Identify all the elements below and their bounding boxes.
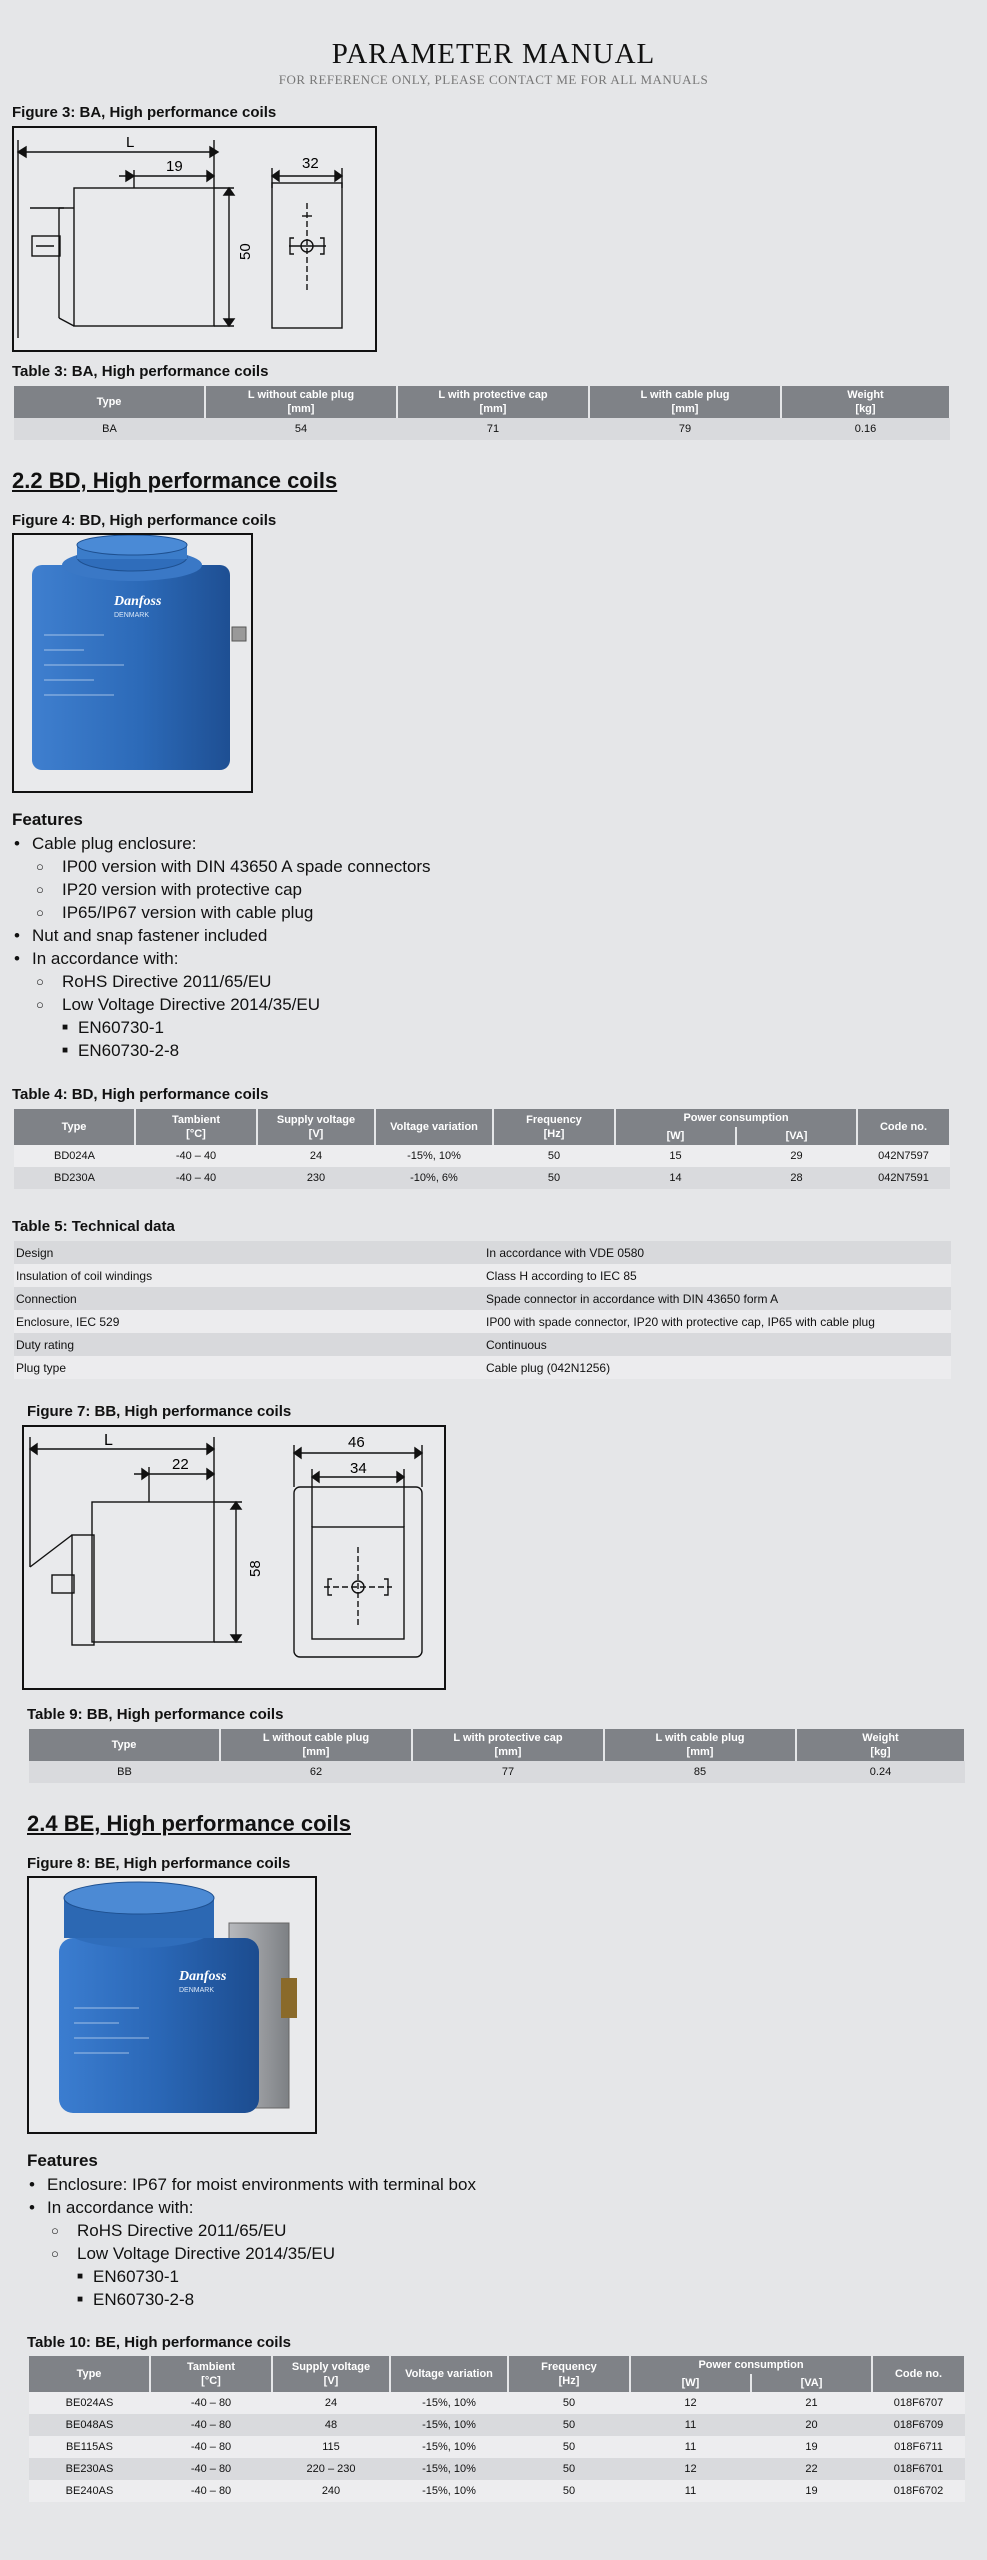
table-row bbox=[29, 2436, 965, 2458]
cell: BE115AS bbox=[29, 2436, 150, 2458]
cell: 0.24 bbox=[796, 1761, 965, 1783]
t9-h-l-cap: L with protective cap [mm] bbox=[412, 1729, 604, 1761]
figure-3-drawing bbox=[12, 126, 377, 352]
features-2-heading: Features bbox=[27, 2151, 98, 2170]
cell: BE024AS bbox=[29, 2392, 150, 2414]
t4-h-freq: Frequency [Hz] bbox=[493, 1109, 615, 1145]
cell: -40 – 80 bbox=[150, 2414, 272, 2436]
table-row bbox=[29, 1761, 965, 1783]
table-10-caption: Table 10: BE, High performance coils bbox=[27, 2334, 291, 2351]
list-item: ○ IP65/IP67 version with cable plug bbox=[36, 903, 314, 922]
dim-50: 50 bbox=[237, 243, 254, 260]
table-4-caption: Table 4: BD, High performance coils bbox=[12, 1086, 269, 1103]
cell: 11 bbox=[630, 2436, 751, 2458]
cell: -15%, 10% bbox=[390, 2458, 508, 2480]
list-item: ○ Low Voltage Directive 2014/35/EU bbox=[36, 995, 320, 1014]
figure-7-drawing bbox=[22, 1425, 446, 1690]
t10-h-type: Type bbox=[29, 2356, 150, 2392]
cell: Connection bbox=[16, 1291, 77, 1306]
features-1-list bbox=[12, 832, 912, 1062]
cell: 018F6702 bbox=[872, 2480, 965, 2502]
t9-h-l-no-plug: L without cable plug [mm] bbox=[220, 1729, 412, 1761]
cell: -15%, 10% bbox=[390, 2436, 508, 2458]
table-5 bbox=[14, 1241, 951, 1379]
cell: 24 bbox=[272, 2392, 390, 2414]
bd-coil-photo bbox=[14, 535, 251, 791]
dim-58: 58 bbox=[247, 1560, 264, 1577]
cell: -15%, 10% bbox=[390, 2392, 508, 2414]
brand-sub: DENMARK bbox=[114, 612, 150, 619]
t4-h-code: Code no. bbox=[857, 1109, 950, 1145]
table-row bbox=[14, 1333, 951, 1356]
t3-h-l-no-plug: L without cable plug [mm] bbox=[205, 386, 397, 418]
cell: 042N7597 bbox=[857, 1145, 950, 1167]
list-item: ■ EN60730-1 bbox=[77, 2267, 180, 2286]
cell: 230 bbox=[257, 1167, 375, 1189]
t3-h-l-cap: L with protective cap [mm] bbox=[397, 386, 589, 418]
list-item: • In accordance with: bbox=[29, 2198, 194, 2217]
cell: BB bbox=[29, 1761, 220, 1783]
cell: 50 bbox=[508, 2414, 630, 2436]
table-9-caption: Table 9: BB, High performance coils bbox=[27, 1706, 284, 1723]
cell: 042N7591 bbox=[857, 1167, 950, 1189]
cell: BE048AS bbox=[29, 2414, 150, 2436]
cell: Design bbox=[16, 1245, 54, 1260]
t9-h-l-plug: L with cable plug [mm] bbox=[604, 1729, 796, 1761]
cell: 19 bbox=[751, 2480, 872, 2502]
dim-46: 46 bbox=[348, 1434, 365, 1451]
table-row bbox=[14, 1356, 951, 1379]
list-item: • Cable plug enclosure: bbox=[14, 834, 197, 853]
cell: 20 bbox=[751, 2414, 872, 2436]
t10-h-code: Code no. bbox=[872, 2356, 965, 2392]
page-title: PARAMETER MANUAL bbox=[331, 38, 656, 70]
cell: 115 bbox=[272, 2436, 390, 2458]
cell: Class H according to IEC 85 bbox=[486, 1268, 637, 1283]
table-4 bbox=[14, 1109, 951, 1189]
brand-sub: DENMARK bbox=[179, 1987, 215, 1994]
cell: -10%, 6% bbox=[375, 1167, 493, 1189]
table-row bbox=[29, 2480, 965, 2502]
list-item: • In accordance with: bbox=[14, 949, 179, 968]
list-item: ○ RoHS Directive 2011/65/EU bbox=[36, 972, 272, 991]
t10-h-w: [W] bbox=[630, 2374, 751, 2392]
cell: 54 bbox=[205, 418, 397, 440]
t10-h-tamb: Tambient [°C] bbox=[150, 2356, 272, 2392]
cell: 220 – 230 bbox=[272, 2458, 390, 2480]
be-coil-photo bbox=[29, 1878, 315, 2132]
cell: -40 – 80 bbox=[150, 2480, 272, 2502]
cell: IP00 with spade connector, IP20 with protective cap, IP65 with cable plug bbox=[486, 1314, 875, 1329]
cell: Plug type bbox=[16, 1360, 67, 1375]
cell: 29 bbox=[736, 1145, 857, 1167]
t4-h-power: Power consumption bbox=[615, 1109, 857, 1127]
t10-h-supply: Supply voltage [V] bbox=[272, 2356, 390, 2392]
cell: 62 bbox=[220, 1761, 412, 1783]
cell: 19 bbox=[751, 2436, 872, 2458]
dim-22: 22 bbox=[172, 1456, 189, 1473]
table-3 bbox=[14, 386, 951, 440]
cell: BD024A bbox=[14, 1145, 135, 1167]
t10-h-var: Voltage variation bbox=[390, 2356, 508, 2392]
cell: 28 bbox=[736, 1167, 857, 1189]
cell: 11 bbox=[630, 2480, 751, 2502]
cell: 21 bbox=[751, 2392, 872, 2414]
t3-h-type: Type bbox=[14, 386, 205, 418]
cell: Insulation of coil windings bbox=[16, 1268, 153, 1283]
table-row bbox=[14, 1241, 951, 1264]
list-item: ○ RoHS Directive 2011/65/EU bbox=[51, 2221, 287, 2240]
t3-h-l-plug: L with cable plug [mm] bbox=[589, 386, 781, 418]
figure-4-caption: Figure 4: BD, High performance coils bbox=[12, 512, 277, 529]
cell: 15 bbox=[615, 1145, 736, 1167]
cell: 240 bbox=[272, 2480, 390, 2502]
t4-h-tamb: Tambient [°C] bbox=[135, 1109, 257, 1145]
list-item: ■ EN60730-2-8 bbox=[62, 1041, 180, 1060]
cell: -15%, 10% bbox=[390, 2480, 508, 2502]
section-2-4-heading: 2.4 BE, High performance coils bbox=[27, 1811, 351, 1836]
figure-3-caption: Figure 3: BA, High performance coils bbox=[12, 104, 277, 121]
brand-logo: Danfoss bbox=[114, 594, 162, 609]
dim-34: 34 bbox=[350, 1460, 367, 1477]
table-row bbox=[14, 1167, 950, 1189]
cell: 50 bbox=[508, 2392, 630, 2414]
cell: 018F6709 bbox=[872, 2414, 965, 2436]
cell: BE230AS bbox=[29, 2458, 150, 2480]
t4-h-w: [W] bbox=[615, 1127, 736, 1145]
cell: Enclosure, IEC 529 bbox=[16, 1314, 120, 1329]
cell: 50 bbox=[493, 1145, 615, 1167]
t4-h-var: Voltage variation bbox=[375, 1109, 493, 1145]
t10-h-va: [VA] bbox=[751, 2374, 872, 2392]
cell: In accordance with VDE 0580 bbox=[486, 1245, 645, 1260]
list-item: ○ IP00 version with DIN 43650 A spade connectors bbox=[36, 857, 431, 876]
table-row bbox=[14, 418, 950, 440]
cell: 48 bbox=[272, 2414, 390, 2436]
cell: 12 bbox=[630, 2392, 751, 2414]
table-3-caption: Table 3: BA, High performance coils bbox=[12, 363, 269, 380]
cell: 22 bbox=[751, 2458, 872, 2480]
cell: 71 bbox=[397, 418, 589, 440]
dim-19: 19 bbox=[166, 158, 183, 175]
table-row bbox=[29, 2392, 965, 2414]
cell: BE240AS bbox=[29, 2480, 150, 2502]
cell: 24 bbox=[257, 1145, 375, 1167]
cell: Continuous bbox=[486, 1337, 547, 1352]
table-row bbox=[14, 1287, 951, 1310]
t4-h-va: [VA] bbox=[736, 1127, 857, 1145]
cell: -40 – 80 bbox=[150, 2458, 272, 2480]
figure-8-caption: Figure 8: BE, High performance coils bbox=[27, 1855, 291, 1872]
section-2-2-heading: 2.2 BD, High performance coils bbox=[12, 468, 338, 493]
table-5-caption: Table 5: Technical data bbox=[12, 1218, 175, 1235]
cell: 018F6711 bbox=[872, 2436, 965, 2458]
t10-h-freq: Frequency [Hz] bbox=[508, 2356, 630, 2392]
t4-h-type: Type bbox=[14, 1109, 135, 1145]
cell: 11 bbox=[630, 2414, 751, 2436]
cell: 50 bbox=[508, 2436, 630, 2458]
page-subtitle: FOR REFERENCE ONLY, PLEASE CONTACT ME FOR ALL MANUALS bbox=[278, 72, 709, 87]
list-item: • Enclosure: IP67 for moist environments with terminal box bbox=[29, 2175, 476, 2194]
dim-L: L bbox=[126, 134, 135, 151]
table-10 bbox=[29, 2356, 966, 2502]
t4-h-supply: Supply voltage [V] bbox=[257, 1109, 375, 1145]
cell: 50 bbox=[508, 2458, 630, 2480]
table-row bbox=[14, 1264, 951, 1287]
cell: -15%, 10% bbox=[375, 1145, 493, 1167]
cell: 018F6707 bbox=[872, 2392, 965, 2414]
cell: -40 – 40 bbox=[135, 1167, 257, 1189]
dim-L: L bbox=[104, 1432, 113, 1449]
cell: Duty rating bbox=[16, 1337, 75, 1352]
cell: 79 bbox=[589, 418, 781, 440]
table-row bbox=[14, 1310, 951, 1333]
list-item: ■ EN60730-2-8 bbox=[77, 2290, 195, 2309]
cell: -40 – 80 bbox=[150, 2436, 272, 2458]
figure-4-photo bbox=[12, 533, 253, 793]
t10-h-power: Power consumption bbox=[630, 2356, 872, 2374]
t9-h-weight: Weight [kg] bbox=[796, 1729, 965, 1761]
cell: Spade connector in accordance with DIN 43650 form A bbox=[486, 1291, 779, 1306]
dim-32: 32 bbox=[302, 155, 319, 172]
list-item: ○ Low Voltage Directive 2014/35/EU bbox=[51, 2244, 335, 2263]
cell: -40 – 80 bbox=[150, 2392, 272, 2414]
cell: -40 – 40 bbox=[135, 1145, 257, 1167]
features-2-list bbox=[27, 2173, 927, 2311]
list-item: • Nut and snap fastener included bbox=[14, 926, 268, 945]
cell: 50 bbox=[493, 1167, 615, 1189]
cell: Cable plug (042N1256) bbox=[486, 1360, 611, 1375]
cell: -15%, 10% bbox=[390, 2414, 508, 2436]
cell: 85 bbox=[604, 1761, 796, 1783]
ba-dimension-drawing bbox=[14, 128, 375, 350]
cell: BA bbox=[14, 418, 205, 440]
cell: 018F6701 bbox=[872, 2458, 965, 2480]
figure-8-photo bbox=[27, 1876, 317, 2134]
t9-h-type: Type bbox=[29, 1729, 220, 1761]
cell: 77 bbox=[412, 1761, 604, 1783]
table-row bbox=[29, 2458, 965, 2480]
cell: 0.16 bbox=[781, 418, 950, 440]
cell: 12 bbox=[630, 2458, 751, 2480]
brand-logo: Danfoss bbox=[179, 1969, 227, 1984]
bb-dimension-drawing bbox=[24, 1427, 444, 1688]
table-9 bbox=[29, 1729, 966, 1783]
table-row bbox=[14, 1145, 950, 1167]
figure-7-caption: Figure 7: BB, High performance coils bbox=[27, 1403, 292, 1420]
table-row bbox=[29, 2414, 965, 2436]
cell: BD230A bbox=[14, 1167, 135, 1189]
cell: 14 bbox=[615, 1167, 736, 1189]
features-1-heading: Features bbox=[12, 810, 83, 829]
list-item: ■ EN60730-1 bbox=[62, 1018, 165, 1037]
t3-h-weight: Weight [kg] bbox=[781, 386, 950, 418]
cell: 50 bbox=[508, 2480, 630, 2502]
list-item: ○ IP20 version with protective cap bbox=[36, 880, 303, 899]
